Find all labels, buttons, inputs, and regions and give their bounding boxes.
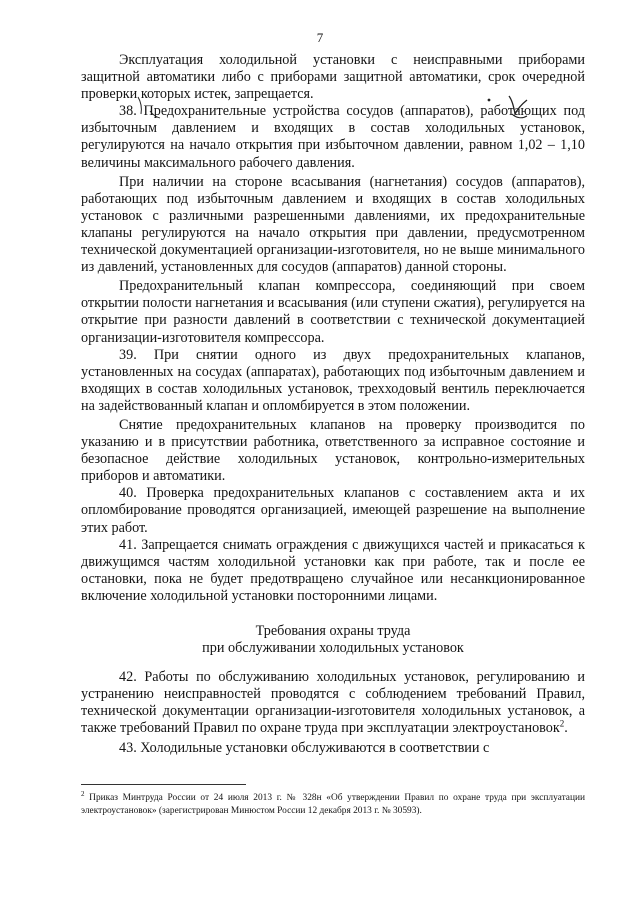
section-heading-line: при обслуживании холодильных установок: [202, 640, 464, 657]
paragraph: Предохранительный клапан компрессора, соединяющий при своем открытии полости нагнетания и всасывания (или ступени сжатия), регулируется на открытие при разности давлений в соответствии с технической документацией организации-изготовителя компрессора.: [81, 278, 585, 346]
footnote-marker: 2: [81, 789, 85, 798]
paragraph: При наличии на стороне всасывания (нагнетания) сосудов (аппаратов), работающих под избыточным давлением и входящих в состав холодильных установок с различными разрешенными давлениями, их предохранительные клапаны регулируются на начало открытия при давлении, предусмотренном технической документацией организации-изготовителя, но не выше минимального из давлений, установленных для сосудов (аппаратов) данной стороны.: [81, 173, 585, 276]
paragraph-text: 42. Работы по обслуживанию холодильных установок, регулированию и устранению неисправностей проводятся с соблюдением требований Правил, технической документации организации-изготовителя холодильных установок, а также требований Правил по охране труда при эксплуатации электроустановок: [81, 669, 585, 737]
section-heading: [81, 623, 585, 657]
paragraph: Снятие предохранительных клапанов на проверку производится по указанию и в присутствии работника, ответственного за исправное состояние и безопасное действие холодильных установок, контрольно-измерительных приборов и автоматики.: [81, 416, 585, 485]
paragraph-item-40: 40. Проверка предохранительных клапанов с составлением акта и их опломбирование проводятся организацией, имеющей разрешение на выполнение этих работ.: [81, 485, 585, 536]
section-heading-line: Требования охраны труда: [255, 623, 411, 639]
page-number: 7: [316, 30, 324, 45]
paragraph-item-42: [81, 669, 585, 737]
footnote-divider: [81, 784, 246, 785]
paragraph-item-43: 43. Холодильные установки обслуживаются в соответствии с: [119, 739, 490, 756]
footnote-text: Приказ Минтруда России от 24 июля 2013 г. № 328н «Об утверждении Правил по охране труда при эксплуатации электроустановок» (зарегистрирован Минюстом России 12 декабря 2013 г. № 30593).: [81, 793, 585, 816]
footnote-reference[interactable]: 2: [559, 718, 565, 729]
paragraph-item-38: 38. Предохранительные устройства сосудов (аппаратов), работающих под избыточным давлением и входящих в состав холодильных установок, регулируются на начало открытия при избыточном давлении, равном 1,02 – 1,10 величины максимального рабочего давления.: [81, 103, 585, 171]
paragraph: Эксплуатация холодильной установки с неисправными приборами защитной автоматики либо с приборами защитной автоматики, срок очередной проверки которых истек, запрещается.: [81, 52, 585, 103]
paragraph-item-39: 39. При снятии одного из двух предохранительных клапанов, установленных на сосудах (аппаратах), работающих под избыточным давлением и входящих в состав холодильных установок, трехходовый вентиль переключается на задействованный клапан и опломбируется в этом положении.: [81, 346, 585, 414]
footnote: [81, 789, 585, 818]
paragraph-item-41: 41. Запрещается снимать ограждения с движущихся частей и прикасаться к движущимся частям холодильной установки как при работе, так и после ее остановки, пока не будет предотвращено случайное или несанкционированное включение холодильной установки посторонними лицами.: [81, 536, 585, 604]
paragraph-end: .: [564, 720, 568, 737]
document-body: [81, 52, 585, 757]
